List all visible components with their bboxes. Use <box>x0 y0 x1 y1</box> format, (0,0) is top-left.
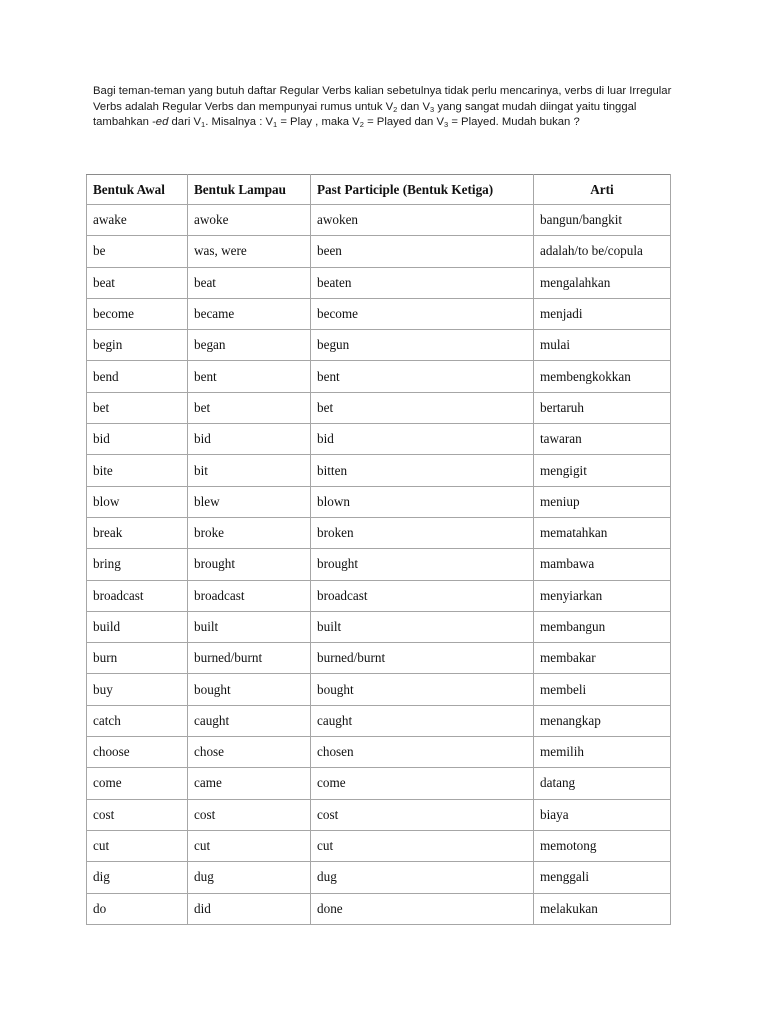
arti-cell: bertaruh <box>534 392 671 423</box>
bentuk-lampau-cell: bet <box>188 392 311 423</box>
table-row <box>87 830 671 861</box>
header-bentuk-awal: Bentuk Awal <box>87 175 188 205</box>
arti-cell: memotong <box>534 830 671 861</box>
past-participle-cell: chosen <box>311 737 534 768</box>
verbs-table <box>86 174 671 925</box>
arti-cell: menangkap <box>534 705 671 736</box>
intro-text: = Played dan V <box>363 116 445 128</box>
header-arti: Arti <box>534 175 671 205</box>
arti-cell: menggali <box>534 862 671 893</box>
intro-text: = Played. Mudah bukan ? <box>448 116 580 128</box>
bentuk-awal-cell: do <box>87 893 188 924</box>
arti-cell: melakukan <box>534 893 671 924</box>
bentuk-awal-cell: broadcast <box>87 580 188 611</box>
bentuk-awal-cell: be <box>87 236 188 267</box>
arti-cell: membakar <box>534 643 671 674</box>
bentuk-lampau-cell: dug <box>188 862 311 893</box>
bentuk-lampau-cell: blew <box>188 486 311 517</box>
bentuk-lampau-cell: beat <box>188 267 311 298</box>
subscript-2: 2 <box>359 120 364 129</box>
bentuk-lampau-cell: awoke <box>188 205 311 236</box>
bentuk-lampau-cell: came <box>188 768 311 799</box>
table-row <box>87 705 671 736</box>
bentuk-lampau-cell: burned/burnt <box>188 643 311 674</box>
arti-cell: menjadi <box>534 298 671 329</box>
past-participle-cell: bent <box>311 361 534 392</box>
bentuk-lampau-cell: cost <box>188 799 311 830</box>
bentuk-awal-cell: beat <box>87 267 188 298</box>
table-row <box>87 517 671 548</box>
past-participle-cell: become <box>311 298 534 329</box>
arti-cell: bangun/bangkit <box>534 205 671 236</box>
bentuk-awal-cell: awake <box>87 205 188 236</box>
past-participle-cell: dug <box>311 862 534 893</box>
table-row <box>87 486 671 517</box>
table-row <box>87 205 671 236</box>
table-row <box>87 424 671 455</box>
bentuk-awal-cell: begin <box>87 330 188 361</box>
table-row <box>87 549 671 580</box>
table-row <box>87 768 671 799</box>
intro-paragraph <box>93 84 673 131</box>
arti-cell: menyiarkan <box>534 580 671 611</box>
bentuk-lampau-cell: broke <box>188 517 311 548</box>
bentuk-lampau-cell: was, were <box>188 236 311 267</box>
arti-cell: membangun <box>534 611 671 642</box>
bentuk-awal-cell: buy <box>87 674 188 705</box>
bentuk-lampau-cell: broadcast <box>188 580 311 611</box>
bentuk-awal-cell: burn <box>87 643 188 674</box>
arti-cell: datang <box>534 768 671 799</box>
intro-text: dan V <box>397 100 431 113</box>
table-row <box>87 580 671 611</box>
past-participle-cell: broken <box>311 517 534 548</box>
past-participle-cell: awoken <box>311 205 534 236</box>
bentuk-lampau-cell: did <box>188 893 311 924</box>
bentuk-awal-cell: break <box>87 517 188 548</box>
bentuk-awal-cell: cost <box>87 799 188 830</box>
bentuk-awal-cell: build <box>87 611 188 642</box>
bentuk-awal-cell: bite <box>87 455 188 486</box>
past-participle-cell: burned/burnt <box>311 643 534 674</box>
arti-cell: membengkokkan <box>534 361 671 392</box>
arti-cell: membeli <box>534 674 671 705</box>
bentuk-awal-cell: bend <box>87 361 188 392</box>
bentuk-awal-cell: blow <box>87 486 188 517</box>
table-row <box>87 455 671 486</box>
past-participle-cell: bet <box>311 392 534 423</box>
bentuk-lampau-cell: chose <box>188 737 311 768</box>
intro-text: Bagi teman-teman yang butuh daftar Regular Verbs kalian sebetulnya tidak perlu mencarinya, verbs di luar Irregular Verbs adalah Regular Verbs dan mempunyai rumus untuk V <box>93 85 672 113</box>
subscript-1: 1 <box>273 120 278 129</box>
arti-cell: mambawa <box>534 549 671 580</box>
bentuk-lampau-cell: bid <box>188 424 311 455</box>
bentuk-lampau-cell: began <box>188 330 311 361</box>
subscript-3: 3 <box>444 120 449 129</box>
past-participle-cell: done <box>311 893 534 924</box>
past-participle-cell: blown <box>311 486 534 517</box>
table-row <box>87 643 671 674</box>
header-past-participle: Past Participle (Bentuk Ketiga) <box>311 175 534 205</box>
table-row <box>87 611 671 642</box>
table-header-row <box>87 175 671 205</box>
subscript-2: 2 <box>393 104 398 114</box>
suffix-ed: -ed <box>152 116 169 128</box>
past-participle-cell: caught <box>311 705 534 736</box>
intro-text: . Misalnya : V <box>205 116 274 128</box>
arti-cell: memilih <box>534 737 671 768</box>
past-participle-cell: cut <box>311 830 534 861</box>
arti-cell: mulai <box>534 330 671 361</box>
past-participle-cell: bitten <box>311 455 534 486</box>
table-row <box>87 893 671 924</box>
table-row <box>87 799 671 830</box>
header-bentuk-lampau: Bentuk Lampau <box>188 175 311 205</box>
bentuk-lampau-cell: bent <box>188 361 311 392</box>
bentuk-awal-cell: choose <box>87 737 188 768</box>
bentuk-lampau-cell: bought <box>188 674 311 705</box>
past-participle-cell: built <box>311 611 534 642</box>
table-row <box>87 674 671 705</box>
bentuk-awal-cell: bring <box>87 549 188 580</box>
bentuk-lampau-cell: bit <box>188 455 311 486</box>
past-participle-cell: begun <box>311 330 534 361</box>
table-row <box>87 298 671 329</box>
arti-cell: mengigit <box>534 455 671 486</box>
table-row <box>87 737 671 768</box>
arti-cell: adalah/to be/copula <box>534 236 671 267</box>
bentuk-lampau-cell: became <box>188 298 311 329</box>
past-participle-cell: cost <box>311 799 534 830</box>
intro-text: dari V <box>168 116 202 128</box>
past-participle-cell: bid <box>311 424 534 455</box>
arti-cell: tawaran <box>534 424 671 455</box>
table-row <box>87 392 671 423</box>
bentuk-lampau-cell: caught <box>188 705 311 736</box>
table-row <box>87 361 671 392</box>
arti-cell: mengalahkan <box>534 267 671 298</box>
bentuk-lampau-cell: brought <box>188 549 311 580</box>
table-row <box>87 862 671 893</box>
past-participle-cell: bought <box>311 674 534 705</box>
subscript-1: 1 <box>201 120 206 129</box>
past-participle-cell: been <box>311 236 534 267</box>
arti-cell: mematahkan <box>534 517 671 548</box>
past-participle-cell: beaten <box>311 267 534 298</box>
table-row <box>87 330 671 361</box>
arti-cell: meniup <box>534 486 671 517</box>
past-participle-cell: come <box>311 768 534 799</box>
past-participle-cell: broadcast <box>311 580 534 611</box>
table-row <box>87 267 671 298</box>
bentuk-awal-cell: catch <box>87 705 188 736</box>
bentuk-awal-cell: bid <box>87 424 188 455</box>
arti-cell: biaya <box>534 799 671 830</box>
table-row <box>87 236 671 267</box>
subscript-3: 3 <box>430 104 435 114</box>
bentuk-awal-cell: become <box>87 298 188 329</box>
past-participle-cell: brought <box>311 549 534 580</box>
bentuk-lampau-cell: built <box>188 611 311 642</box>
bentuk-awal-cell: cut <box>87 830 188 861</box>
table-body <box>87 205 671 925</box>
intro-text: = Play , maka V <box>277 116 360 128</box>
bentuk-awal-cell: come <box>87 768 188 799</box>
bentuk-lampau-cell: cut <box>188 830 311 861</box>
bentuk-awal-cell: dig <box>87 862 188 893</box>
bentuk-awal-cell: bet <box>87 392 188 423</box>
intro-text: yang sangat mudah diingat yaitu tinggal tambahkan <box>93 100 637 128</box>
